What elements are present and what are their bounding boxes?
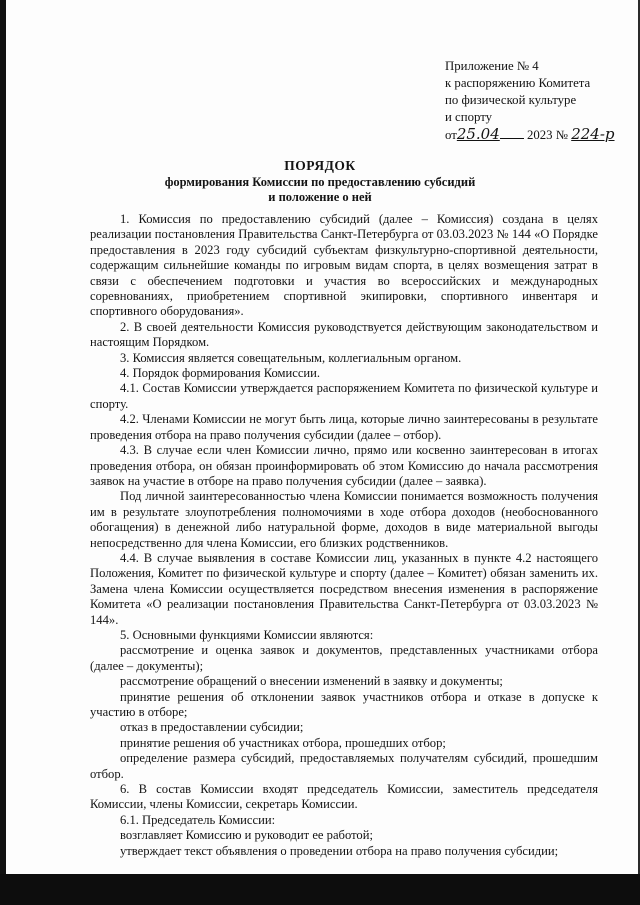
function-item-4: отказ в предоставлении субсидии; (120, 720, 304, 735)
paragraph-4-3-personal-interest: Под личной заинтересованностью члена Комиссии понимается возможность получения им в результате злоупотребления полномочиями в ходе отбора доходов (необоснованного обогащения) в денежной либо натуральной форме, доходов в виде материальной выгоды непосредственно для члена Комиссии, его близких родственников. (90, 489, 598, 550)
document-subtitle-line-1: формирования Комиссии по предоставлению субсидий (164, 175, 476, 189)
function-item-1: рассмотрение и оценка заявок и документов, представленных участниками отбора (далее – документы); (90, 643, 598, 673)
chair-duty-1: возглавляет Комиссию и руководит ее работой; (120, 828, 373, 843)
document-subtitle-line-2: и положение о ней (268, 190, 372, 204)
scan-border-bottom (0, 874, 640, 905)
scan-border-left (0, 0, 6, 905)
paragraph-6: 6. В состав Комиссии входят председатель Комиссии, заместитель председателя Комиссии, члены Комиссии, секретарь Комиссии. (90, 782, 598, 812)
date-prefix: от (445, 128, 457, 142)
paragraph-4-4: 4.4. В случае выявления в составе Комиссии лиц, указанных в пункте 4.2 настоящего Положения, Комитет по физической культуре и спорту (далее – Комитет) обязан заменить их. Замена члена Комиссии осуществляется посредством внесения изменения в распоряжение Комитета «О реализации постановления Правительства Санкт-Петербурга от 03.03.2023 № 144». (90, 550, 598, 627)
paragraph-6-1: 6.1. Председатель Комиссии: (120, 812, 276, 827)
paragraph-1: 1. Комиссия по предоставлению субсидий (далее – Комиссия) создана в целях реализации постановления Правительства Санкт-Петербурга от 03.03.2023 № 144 «О Порядке предоставления в 2023 году субсидий субъектам физкультурно-спортивной деятельности, содержащим сильнейшие команды по игровым видам спорта, в целях возмещения затрат в связи с обеспечением подготовки и участия во всероссийских и международных соревнованиях, приобретением спортивной экипировки, спортивного инвентаря и спортивного оборудования». (90, 212, 598, 319)
approval-block (445, 58, 615, 144)
date-underline (500, 128, 524, 139)
function-item-5: принятие решения об участниках отбора, прошедших отбор; (120, 735, 446, 750)
paragraph-4-3: 4.3. В случае если член Комиссии лично, прямо или косвенно заинтересован в итогах проведения отбора, он обязан проинформировать об этом Комиссию до начала рассмотрения заявок на участие в отборе на право получения субсидии (далее – заявка). (90, 443, 598, 488)
handwritten-date: 25.04 (456, 125, 500, 143)
document-title: ПОРЯДОК (284, 158, 356, 173)
date-year: 2023 № (526, 128, 568, 142)
document-body (90, 212, 598, 859)
approval-line-2: к распоряжению Комитета (445, 76, 591, 90)
handwritten-number: 224-р (571, 125, 615, 143)
paragraph-4-2: 4.2. Членами Комиссии не могут быть лица, которые лично заинтересованы в результате проведения отбора на право получения субсидии (далее – отбор). (90, 412, 598, 442)
paragraph-2: 2. В своей деятельности Комиссия руководствуется действующим законодательством и настоящим Порядком. (90, 319, 598, 350)
approval-line-4: и спорту (445, 110, 493, 124)
approval-date-line (445, 126, 615, 144)
paragraph-4-1: 4.1. Состав Комиссии утверждается распоряжением Комитета по физической культуре и спорту. (90, 381, 598, 411)
paragraph-5: 5. Основными функциями Комиссии являются: (120, 627, 374, 642)
approval-line-3: по физической культуре (445, 93, 577, 107)
paragraph-3: 3. Комиссия является совещательным, коллегиальным органом. (120, 350, 462, 365)
approval-line-1: Приложение № 4 (445, 59, 539, 73)
function-item-2: рассмотрение обращений о внесении изменений в заявку и документы; (120, 674, 503, 689)
function-item-6: определение размера субсидий, предоставляемых получателям субсидий, прошедшим отбор. (90, 751, 598, 781)
chair-duty-2: утверждает текст объявления о проведении отбора на право получения субсидии; (120, 843, 559, 858)
paragraph-4: 4. Порядок формирования Комиссии. (120, 366, 321, 381)
function-item-3: принятие решения об отклонении заявок участников отбора и отказе в допуске к участию в отборе; (90, 689, 598, 719)
